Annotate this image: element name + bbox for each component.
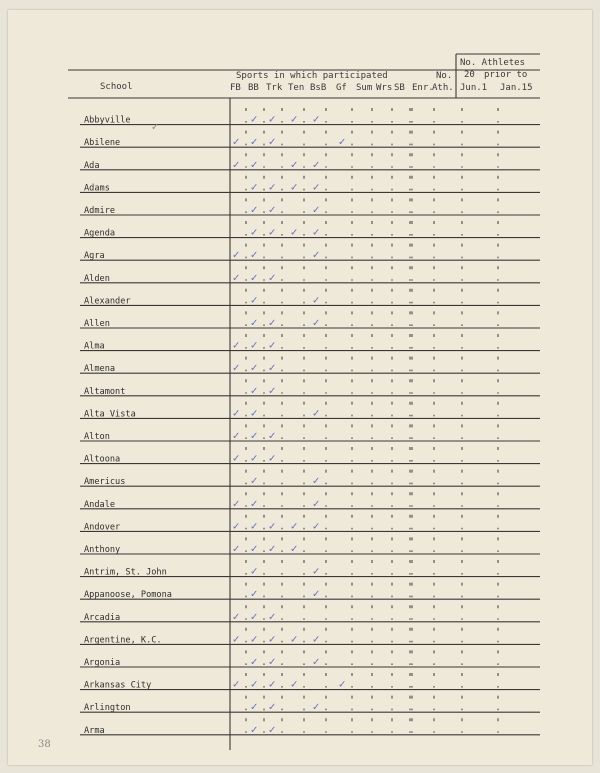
check-mark-icon: ✓ <box>268 544 277 555</box>
sport-header-fb: FB <box>230 83 241 93</box>
enr-header: Enr. <box>412 83 434 93</box>
check-mark-icon: ✓ <box>232 544 241 555</box>
check-mark-icon: ✓ <box>250 634 259 646</box>
check-mark-icon: ✓ <box>290 634 299 646</box>
check-mark-icon: ✓ <box>232 453 241 465</box>
check-mark-icon: ✓ <box>250 679 259 691</box>
table-row <box>80 560 540 578</box>
check-mark-icon: ✓ <box>232 363 241 375</box>
check-mark-icon: ✓ <box>268 272 277 284</box>
table-row <box>80 176 540 194</box>
school-name: Arkansas City <box>84 680 152 691</box>
check-mark-icon: ✓ <box>250 476 259 488</box>
check-mark-icon: ✓ <box>290 544 299 555</box>
school-name: Andover <box>84 522 121 533</box>
sport-header-sb: SB <box>394 83 405 93</box>
check-mark-icon: ✓ <box>250 566 259 578</box>
check-mark-icon: ✓ <box>268 340 277 352</box>
table-row <box>80 583 540 601</box>
school-name: Arlington <box>84 703 131 714</box>
ath-header: Ath. <box>432 83 454 93</box>
check-mark-icon: ✓ <box>250 431 259 442</box>
school-name: Argentine, K.C. <box>84 635 162 646</box>
check-mark-icon: ✓ <box>312 476 321 488</box>
table-row <box>80 334 540 352</box>
check-mark-icon: ✓ <box>312 589 321 601</box>
table-row <box>80 357 540 375</box>
check-mark-icon: ✓ <box>268 634 277 646</box>
check-mark-icon: ✓ <box>312 250 321 262</box>
table-row <box>80 266 540 284</box>
school-name: Arcadia <box>84 612 121 623</box>
table-row <box>80 650 540 668</box>
check-mark-icon: ✓ <box>232 340 241 352</box>
school-name: Allen <box>84 319 110 329</box>
sport-header-bb: BB <box>248 83 259 93</box>
document-sheet <box>8 10 592 765</box>
check-mark-icon: ✓ <box>290 227 299 239</box>
check-mark-icon: ✓ <box>268 137 277 149</box>
check-mark-icon: ✓ <box>250 318 259 329</box>
sport-header-ten: Ten <box>288 83 305 93</box>
table-row <box>80 628 540 646</box>
check-mark-icon: ✓ <box>268 521 277 533</box>
no-header: No. <box>436 71 453 81</box>
check-mark-icon: ✓ <box>232 137 241 149</box>
table-row <box>80 424 540 442</box>
check-mark-icon: ✓ <box>290 114 299 126</box>
check-mark-icon: ✓ <box>250 137 259 149</box>
table-row <box>80 718 540 736</box>
check-mark-icon: ✓ <box>338 679 347 691</box>
check-mark-icon: ✓ <box>312 318 321 329</box>
school-name: Argonia <box>84 658 121 668</box>
table-row <box>80 108 540 126</box>
pencil-check-mark: ✓ <box>151 122 160 133</box>
check-mark-icon: ✓ <box>268 431 277 442</box>
check-mark-icon: ✓ <box>312 657 321 668</box>
check-mark-icon: ✓ <box>232 408 241 420</box>
check-mark-icon: ✓ <box>250 724 259 736</box>
check-mark-icon: ✓ <box>338 137 347 149</box>
check-mark-icon: ✓ <box>268 657 277 668</box>
check-mark-icon: ✓ <box>268 724 277 736</box>
table-row <box>80 515 540 533</box>
check-mark-icon: ✓ <box>290 159 299 171</box>
check-mark-icon: ✓ <box>250 227 259 239</box>
check-mark-icon: ✓ <box>290 521 299 533</box>
check-mark-icon: ✓ <box>290 182 299 194</box>
check-mark-icon: ✓ <box>232 679 241 691</box>
check-mark-icon: ✓ <box>312 295 321 307</box>
sport-header-trk: Trk <box>266 83 283 93</box>
table-row <box>80 470 540 488</box>
check-mark-icon: ✓ <box>268 385 277 397</box>
table-header <box>68 54 540 98</box>
check-mark-icon: ✓ <box>250 205 259 216</box>
twenty-header: 20 <box>464 70 475 80</box>
check-mark-icon: ✓ <box>232 272 241 284</box>
school-name: Alta Vista <box>84 409 136 420</box>
table-row <box>80 447 540 465</box>
check-mark-icon: ✓ <box>250 589 259 601</box>
athletics-form <box>8 10 592 765</box>
check-mark-icon: ✓ <box>250 544 259 555</box>
table-row <box>80 221 540 239</box>
school-name: Andale <box>84 499 116 510</box>
check-mark-icon: ✓ <box>232 634 241 646</box>
check-mark-icon: ✓ <box>250 182 259 194</box>
school-name: Agra <box>84 251 105 262</box>
check-mark-icon: ✓ <box>250 340 259 352</box>
table-row <box>80 198 540 216</box>
table-row <box>80 673 540 691</box>
table-row <box>80 131 540 149</box>
check-mark-icon: ✓ <box>312 114 321 126</box>
school-name: Appanoose, Pomona <box>84 590 172 601</box>
table-row <box>80 492 540 510</box>
check-mark-icon: ✓ <box>312 634 321 646</box>
check-mark-icon: ✓ <box>250 657 259 668</box>
jan-header: Jan.15 <box>500 83 533 93</box>
sport-header-bsb: BsB <box>310 83 327 93</box>
table-row <box>80 153 540 171</box>
check-mark-icon: ✓ <box>268 679 277 691</box>
check-mark-icon: ✓ <box>268 114 277 126</box>
jun-header: Jun.1 <box>460 83 488 93</box>
school-name: Altamont <box>84 386 126 397</box>
check-mark-icon: ✓ <box>250 159 259 171</box>
school-name: Alden <box>84 273 110 284</box>
check-mark-icon: ✓ <box>250 453 259 465</box>
check-mark-icon: ✓ <box>250 498 259 510</box>
check-mark-icon: ✓ <box>312 227 321 239</box>
sports-title: Sports in which participated <box>236 71 388 81</box>
check-mark-icon: ✓ <box>250 611 259 623</box>
check-mark-icon: ✓ <box>232 159 241 171</box>
check-mark-icon: ✓ <box>312 205 321 216</box>
check-mark-icon: ✓ <box>268 182 277 194</box>
table-row <box>80 311 540 329</box>
check-mark-icon: ✓ <box>232 521 241 533</box>
check-mark-icon: ✓ <box>232 431 241 442</box>
check-mark-icon: ✓ <box>250 385 259 397</box>
school-name: Ada <box>84 160 100 171</box>
check-mark-icon: ✓ <box>232 611 241 623</box>
table-row <box>80 289 540 307</box>
check-mark-icon: ✓ <box>268 363 277 375</box>
school-column-header: School <box>100 82 133 92</box>
table-row <box>80 696 540 714</box>
athletes-header: No. Athletes <box>460 58 526 68</box>
check-mark-icon: ✓ <box>250 272 259 284</box>
check-mark-icon: ✓ <box>268 227 277 239</box>
check-mark-icon: ✓ <box>290 679 299 691</box>
prior-to-header: prior to <box>484 70 528 80</box>
check-mark-icon: ✓ <box>250 702 259 714</box>
check-mark-icon: ✓ <box>250 250 259 262</box>
check-mark-icon: ✓ <box>232 498 241 510</box>
check-mark-icon: ✓ <box>268 702 277 714</box>
school-name: Admire <box>84 206 116 216</box>
school-name: Abbyville <box>84 115 131 126</box>
sport-header-sum: Sum <box>356 83 373 93</box>
sport-header-wrs: Wrs <box>376 83 393 93</box>
school-name: Adams <box>84 183 110 194</box>
check-mark-icon: ✓ <box>268 318 277 329</box>
school-name: Abilene <box>84 138 121 149</box>
check-mark-icon: ✓ <box>250 363 259 375</box>
table-row <box>80 537 540 555</box>
check-mark-icon: ✓ <box>312 566 321 578</box>
pencil-page-number: 38 <box>38 739 51 750</box>
school-name: Agenda <box>84 228 116 239</box>
check-mark-icon: ✓ <box>232 250 241 262</box>
sport-header-gf: Gf <box>336 83 347 93</box>
school-name: Anthony <box>84 545 121 555</box>
check-mark-icon: ✓ <box>268 205 277 216</box>
check-mark-icon: ✓ <box>312 498 321 510</box>
check-mark-icon: ✓ <box>312 159 321 171</box>
check-mark-icon: ✓ <box>268 453 277 465</box>
table-row <box>80 379 540 397</box>
check-mark-icon: ✓ <box>312 702 321 714</box>
school-name: Alton <box>84 432 110 442</box>
check-mark-icon: ✓ <box>250 521 259 533</box>
school-name: Americus <box>84 477 126 488</box>
sport-column-headers <box>230 83 405 93</box>
school-name: Alexander <box>84 296 131 307</box>
check-mark-icon: ✓ <box>312 521 321 533</box>
check-mark-icon: ✓ <box>250 295 259 307</box>
check-mark-icon: ✓ <box>250 408 259 420</box>
school-name: Almena <box>84 364 116 375</box>
school-name: Alma <box>84 341 105 352</box>
school-name: Antrim, St. John <box>84 567 167 578</box>
check-mark-icon: ✓ <box>312 408 321 420</box>
school-name: Altoona <box>84 454 121 465</box>
school-name: Arma <box>84 725 105 736</box>
check-mark-icon: ✓ <box>250 114 259 126</box>
table-row <box>80 244 540 262</box>
table-row <box>80 605 540 623</box>
check-mark-icon: ✓ <box>268 611 277 623</box>
school-rows <box>80 108 540 736</box>
check-mark-icon: ✓ <box>312 182 321 194</box>
table-row <box>80 402 540 420</box>
